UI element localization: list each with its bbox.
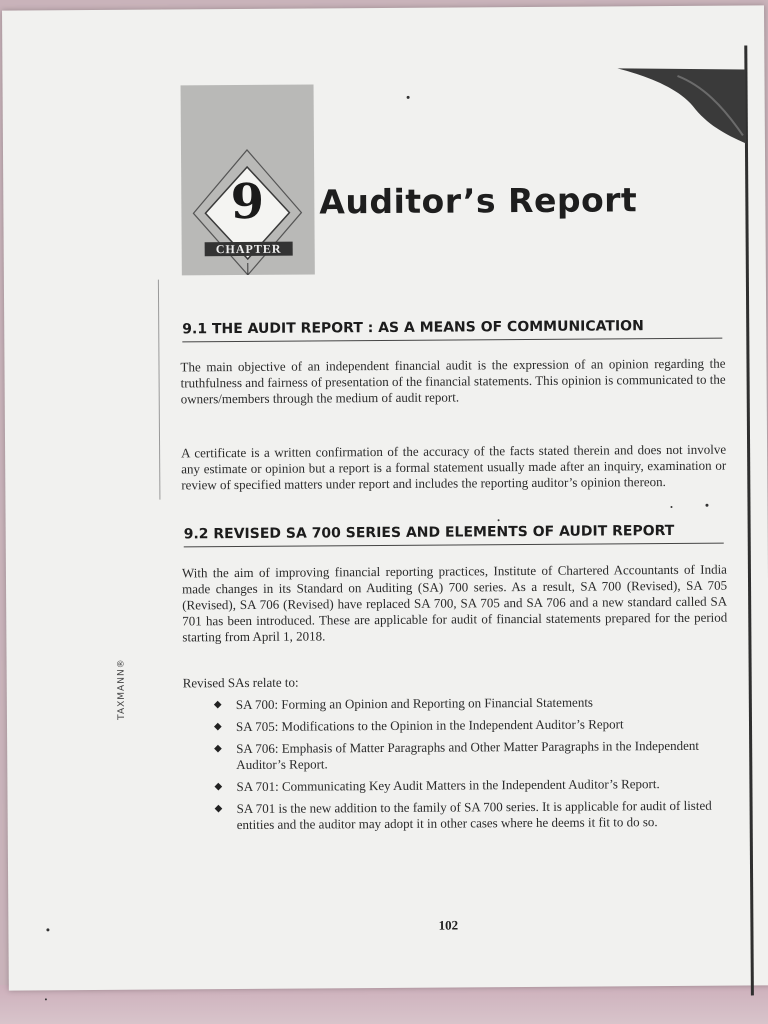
page-curl-corner (617, 65, 748, 146)
chapter-number: 9 (230, 173, 265, 231)
list-item: ◆ SA 706: Emphasis of Matter Paragraphs and Other Matter Paragraphs in the Independent Auditor’s Report. (212, 738, 727, 774)
publisher-side-mark-text: TAXMANN® (116, 658, 127, 720)
print-speck (498, 519, 500, 521)
chapter-label: CHAPTER (205, 242, 293, 257)
paragraph: With the aim of improving financial reporting practices, Institute of Chartered Accountants of India made changes in its Standard on Auditing (SA) 700 series. As a result, SA 700 (Revised), SA 705 (Revised), SA 706 (Revised) have replaced SA 700, SA 705 and SA 706 and a new standard called SA 701 has been introduced. These are applicable for audit of financial statements prepared for the period starting from April 1, 2018. (181, 561, 728, 645)
section-heading-9-2: 9.2 REVISED SA 700 SERIES AND ELEMENTS OF AUDIT REPORT (184, 523, 724, 548)
list-item: ◆ SA 705: Modifications to the Opinion in the Independent Auditor’s Report (212, 716, 727, 736)
list-item: ◆ SA 701 is the new addition to the family of SA 700 series. It is applicable for audit of listed entities and the auditor may adopt it in other cases where he deems it fit to do so. (213, 798, 728, 834)
list-item: ◆ SA 700: Forming an Opinion and Reporting on Financial Statements (212, 694, 727, 714)
print-speck (705, 504, 708, 507)
chapter-title: Auditor’s Report (319, 180, 638, 222)
print-speck (670, 506, 672, 508)
paragraph: A certificate is a written confirmation of the accuracy of the facts stated therein and does not involve any estimate or opinion but a report is a formal statement usually made after an inquiry, examination or review of specified matters under report and includes the reporting auditor’s opinion thereon. (181, 441, 727, 493)
page-number: 102 (438, 917, 459, 933)
print-speck (45, 998, 47, 1000)
page-edge-rule (744, 45, 754, 995)
paragraph: Revised SAs relate to: (182, 674, 299, 691)
section-heading-9-1: 9.1 THE AUDIT REPORT : AS A MEANS OF COMMUNICATION (182, 318, 722, 343)
print-speck (407, 96, 410, 99)
chapter-badge (181, 84, 315, 275)
book-page (2, 5, 768, 990)
publisher-side-mark (116, 280, 161, 720)
list-item: ◆ SA 701: Communicating Key Audit Matters in the Independent Auditor’s Report. (212, 776, 727, 796)
print-speck (46, 928, 49, 931)
paragraph: The main objective of an independent financial audit is the expression of an opinion regarding the truthfulness and fairness of presentation of the financial statements. This opinion is communicated to the owners/members through the medium of audit report. (180, 355, 726, 407)
table-surface (0, 985, 768, 1024)
revised-sa-list (212, 694, 728, 840)
